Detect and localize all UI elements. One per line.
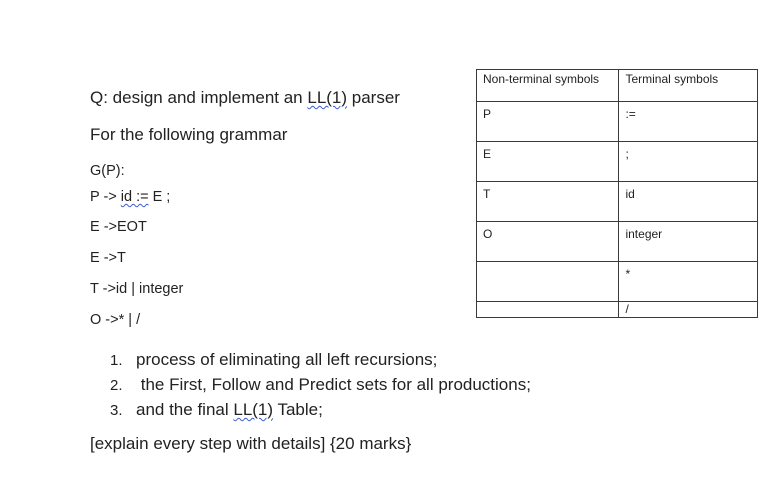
terminal-cell: ; xyxy=(619,142,758,182)
grammar-rule-p xyxy=(90,189,170,205)
nonterminal-cell: T xyxy=(477,182,619,222)
task-number: 2. xyxy=(110,377,123,394)
table-row xyxy=(477,182,758,222)
task-text-suffix: Table; xyxy=(273,400,323,419)
grammar-rule-o: O ->* | / xyxy=(90,312,141,328)
task-list xyxy=(110,347,531,422)
task-number: 1. xyxy=(110,352,123,369)
terminal-cell: / xyxy=(619,302,758,318)
task-item xyxy=(110,347,531,372)
rule-p-prefix: P -> xyxy=(90,189,121,205)
header-nonterminal: Non-terminal symbols xyxy=(477,70,619,102)
rule-p-id-assign: id := xyxy=(120,189,149,205)
table-header-row xyxy=(477,70,758,102)
nonterminal-cell: P xyxy=(477,102,619,142)
table-row xyxy=(477,222,758,262)
table-row xyxy=(477,262,758,302)
terminal-cell: id xyxy=(619,182,758,222)
grammar-title: G(P): xyxy=(90,163,125,179)
grammar-rule-e-eot: E ->EOT xyxy=(90,219,147,235)
task-text-prefix: and the final xyxy=(136,400,234,419)
symbols-table xyxy=(476,69,758,318)
table-row xyxy=(477,142,758,182)
task-item xyxy=(110,372,531,397)
nonterminal-cell xyxy=(477,262,619,302)
task-item xyxy=(110,397,531,422)
task-text: process of eliminating all left recursions; xyxy=(136,350,438,369)
task-text: the First, Follow and Predict sets for all productions; xyxy=(136,375,531,394)
question-prefix: Q: design and implement an xyxy=(90,88,308,107)
grammar-intro: For the following grammar xyxy=(90,125,288,144)
nonterminal-cell: O xyxy=(477,222,619,262)
table-row xyxy=(477,102,758,142)
question-suffix: parser xyxy=(347,88,400,107)
grammar-rule-t: T ->id | integer xyxy=(90,281,184,297)
nonterminal-cell xyxy=(477,302,619,318)
terminal-cell: * xyxy=(619,262,758,302)
terminal-cell: := xyxy=(619,102,758,142)
grammar-rule-e-t: E ->T xyxy=(90,250,126,266)
nonterminal-cell: E xyxy=(477,142,619,182)
header-terminal: Terminal symbols xyxy=(619,70,758,102)
question-line xyxy=(90,88,400,108)
ll1-term: LL(1) xyxy=(233,400,274,419)
terminal-cell: integer xyxy=(619,222,758,262)
footer-instructions: [explain every step with details] {20 marks} xyxy=(90,434,412,453)
table-row xyxy=(477,302,758,318)
task-number: 3. xyxy=(110,402,123,419)
ll1-term: LL(1) xyxy=(307,88,348,107)
rule-p-suffix: E ; xyxy=(148,189,171,205)
